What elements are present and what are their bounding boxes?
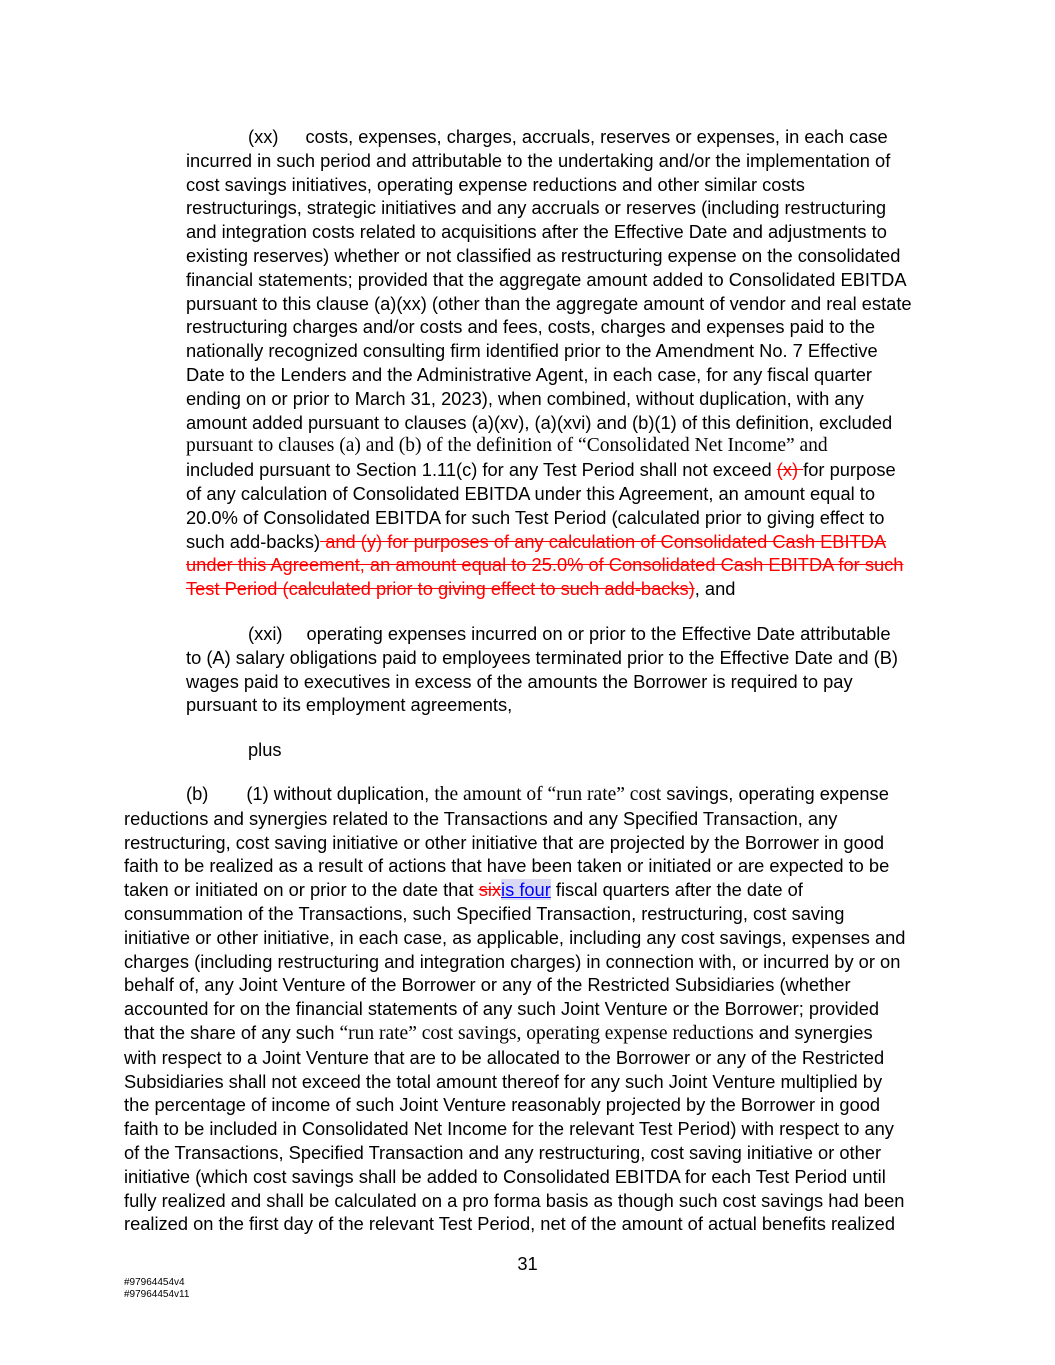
- deleted-text: (x): [776, 459, 804, 481]
- text-line: initiative or other initiative, in each case, as applicable, including any cost savings, expenses and: [124, 926, 906, 948]
- text-line: pursuant to this clause (a)(xx) (other than the aggregate amount of vendor and real estate: [186, 292, 912, 314]
- deleted-text: Test Period (calculated prior to giving effect to such add-backs): [186, 578, 695, 600]
- text-line: 20.0% of Consolidated EBITDA for such Test Period (calculated prior to giving effect to: [186, 506, 885, 528]
- text-line: fully realized and shall be calculated on a pro forma basis as though such cost savings had been: [124, 1189, 905, 1211]
- text-line: costs, expenses, charges, accruals, reserves or expenses, in each case: [305, 126, 888, 147]
- document-ids: [124, 1277, 189, 1301]
- text-line: amount added pursuant to clauses (a)(xv), (a)(xvi) and (b)(1) of this definition, excluded: [186, 411, 893, 433]
- text-line: restructuring charges and/or costs and fees, costs, charges and expenses paid to the: [186, 316, 875, 338]
- text-line: wages paid to executives in excess of the amounts the Borrower is required to pay: [186, 670, 853, 692]
- clause-xxi-line-1: [186, 622, 946, 646]
- text-run: fiscal quarters after the date of: [550, 879, 803, 901]
- clause-b: [124, 782, 946, 1236]
- text-run: taken or initiated on or prior to the date that: [124, 879, 479, 901]
- clause-xx: [186, 125, 946, 601]
- text-line: faith to be realized as a result of actions that have been taken or initiated or are expected to be: [124, 855, 890, 877]
- page-number: 31: [517, 1253, 538, 1274]
- text-line: restructurings, strategic initiatives and any accruals or reserves (including restructuring: [186, 197, 887, 219]
- text-line: to (A) salary obligations paid to employees terminated prior to the Effective Date and (B): [186, 646, 898, 668]
- text-run: included pursuant to Section 1.11(c) for any Test Period shall not exceed: [186, 459, 777, 481]
- text-line: and integration costs related to acquisitions after the Effective Date and adjustments to: [186, 221, 887, 243]
- text-line: existing reserves) whether or not classified as restructuring expense on the consolidated: [186, 244, 901, 266]
- clause-xxi: [186, 622, 946, 717]
- document-id: #97964454v4: [124, 1277, 185, 1288]
- text-line: accounted for on the financial statements of any such Joint Venture or the Borrower; provided: [124, 998, 880, 1020]
- text-line: nationally recognized consulting firm identified prior to the Amendment No. 7 Effective: [186, 340, 878, 362]
- clause-b-marker: (b): [186, 783, 209, 804]
- text-line: reductions and synergies related to the Transactions and any Specified Transaction, any: [124, 807, 838, 829]
- inserted-text[interactable]: is four: [501, 879, 551, 901]
- text-line: restructuring, cost saving initiative or other initiative that are projected by the Borrower in good: [124, 831, 885, 853]
- deleted-text: under this Agreement, an amount equal to 25.0% of Consolidated Cash EBITDA for such: [186, 554, 904, 576]
- text-run: , and: [694, 578, 736, 600]
- text-line: Date to the Lenders and the Administrative Agent, in each case, for any fiscal quarter: [186, 363, 872, 385]
- deleted-text: six: [478, 879, 502, 901]
- text-line: ending on or prior to March 31, 2023), when combined, without duplication, with any: [186, 387, 864, 409]
- text-run: for purpose: [803, 459, 896, 481]
- document-id: #97964454v11: [124, 1289, 190, 1300]
- text-line: behalf of, any Joint Venture of the Borrower or any of the Restricted Subsidiaries (whether: [124, 974, 851, 996]
- text-line: [186, 530, 946, 554]
- text-run: savings, operating expense: [661, 783, 889, 804]
- text-run: that the share of any such: [124, 1021, 340, 1043]
- clause-xx-marker: (xx): [248, 126, 279, 147]
- text-line: faith to be included in Consolidated Net Income for the relevant Test Period) with respect to any: [124, 1118, 894, 1140]
- deleted-text: and (y) for purposes of any calculation of Consolidated Cash EBITDA: [320, 530, 887, 552]
- text-run: such add-backs): [186, 530, 321, 552]
- text-line: consummation of the Transactions, such Specified Transaction, restructuring, cost saving: [124, 902, 845, 924]
- text-line: of the Transactions, Specified Transaction and any restructuring, cost saving initiative or other: [124, 1141, 882, 1163]
- text-run: the amount of “run rate” cost: [434, 784, 662, 805]
- text-line: charges (including restructuring and integration charges) in connection with, or incurred by or on: [124, 950, 901, 972]
- clause-xx-line-1: [186, 125, 946, 149]
- text-line: initiative (which cost savings shall be added to Consolidated EBITDA for each Test Period until: [124, 1165, 886, 1187]
- text-line: [124, 1021, 946, 1046]
- clause-b-line-1: [124, 782, 946, 807]
- text-line: pursuant to clauses (a) and (b) of the definition of “Consolidated Net Income” and: [186, 435, 828, 457]
- text-line: of any calculation of Consolidated EBITDA under this Agreement, an amount equal to: [186, 482, 876, 504]
- text-line: Subsidiaries shall not exceed the total amount thereof for any such Joint Venture multiplied by: [124, 1070, 883, 1092]
- text-run: “run rate” cost savings, operating expense reductions: [339, 1022, 754, 1044]
- text-line: [186, 577, 946, 601]
- text-run: (1) without duplication,: [246, 783, 435, 804]
- text-line: realized on the first day of the relevant Test Period, net of the amount of actual benefits realized: [124, 1213, 895, 1235]
- text-line: financial statements; provided that the aggregate amount added to Consolidated EBITDA: [186, 268, 907, 290]
- text-line: pursuant to its employment agreements,: [186, 694, 513, 716]
- text-line: incurred in such period and attributable to the undertaking and/or the implementation of: [186, 149, 891, 171]
- text-line: [124, 878, 946, 902]
- text-line: with respect to a Joint Venture that are to be allocated to the Borrower or any of the Restricted: [124, 1046, 885, 1068]
- text-line: the percentage of income of such Joint Venture reasonably projected by the Borrower in good: [124, 1094, 881, 1116]
- plus-label: plus: [248, 739, 282, 760]
- clause-xxi-marker: (xxi): [248, 623, 283, 644]
- text-run: and synergies: [753, 1021, 873, 1043]
- text-line: [186, 458, 946, 482]
- text-line: operating expenses incurred on or prior to the Effective Date attributable: [306, 623, 891, 644]
- text-line: cost savings initiatives, operating expense reductions and other similar costs: [186, 173, 805, 195]
